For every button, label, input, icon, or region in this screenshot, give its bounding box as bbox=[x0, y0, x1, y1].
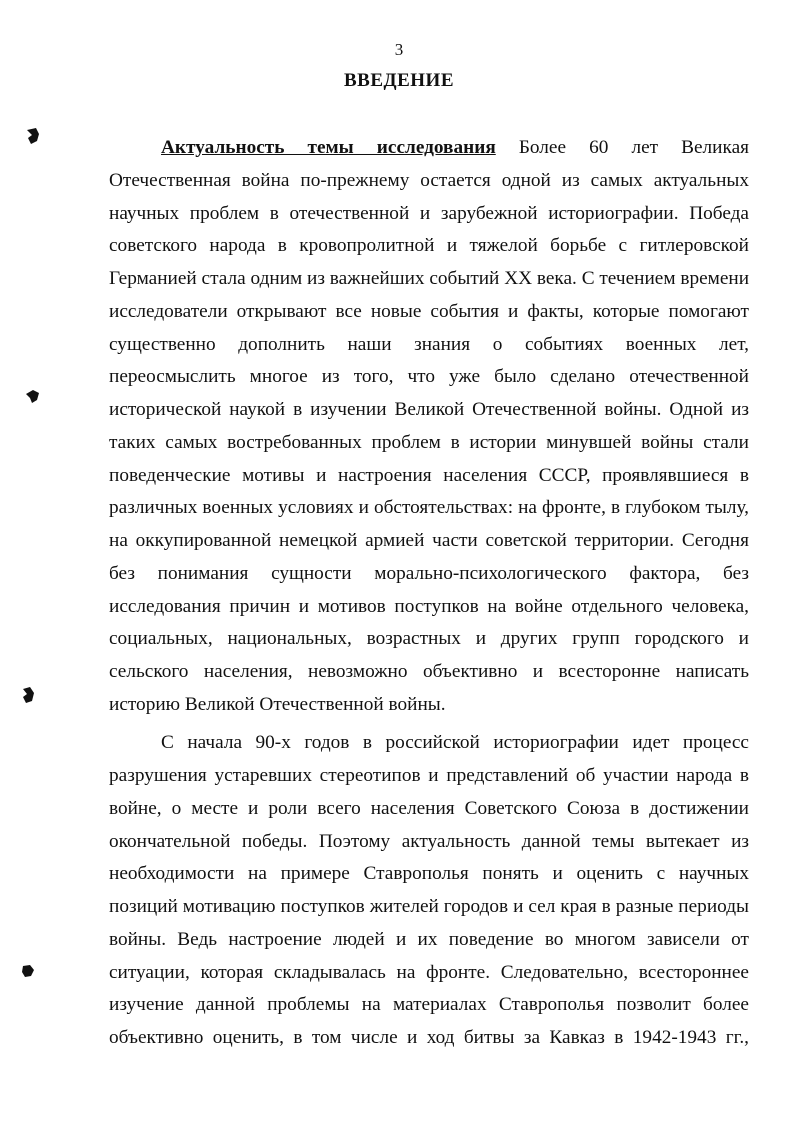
paragraph-1-first-line bbox=[161, 134, 749, 162]
text-line: переосмыслить многое из того, что уже было сделано отечественной bbox=[109, 366, 749, 387]
text-line: историю Великой Отечественной войны. bbox=[109, 694, 446, 715]
paragraph-2-first-line: С начала 90-х годов в российской историографии идет процесс bbox=[161, 732, 749, 753]
binding-hole-mark-4 bbox=[20, 963, 36, 979]
text-line: войны. Ведь настроение людей и их поведение во многом зависели от bbox=[109, 929, 749, 950]
text-line: на оккупированной немецкой армией части советской территории. Сегодня bbox=[109, 530, 749, 551]
text-line: окончательной победы. Поэтому актуальность данной темы вытекает из bbox=[109, 831, 749, 852]
text-line: исторической наукой в изучении Великой Отечественной войны. Одной из bbox=[109, 399, 749, 420]
text-line: научных проблем в отечественной и зарубежной историографии. Победа bbox=[109, 203, 749, 224]
text-line: объективно оценить, в том числе и ход битвы за Кавказ в 1942-1943 гг., bbox=[109, 1027, 749, 1048]
text-line: войне, о месте и роли всего населения Советского Союза в достижении bbox=[109, 798, 749, 819]
binding-hole-mark-2 bbox=[24, 388, 42, 406]
binding-hole-mark-1 bbox=[24, 126, 42, 146]
first-line-rest: Более 60 лет Великая bbox=[518, 137, 749, 158]
topic-label: Актуальность темы исследования bbox=[161, 137, 496, 158]
text-line: позиций мотивацию поступков жителей городов и сел края в разные периоды bbox=[109, 896, 749, 917]
text-line: советского народа в кровопролитной и тяжелой борьбе с гитлеровской bbox=[109, 235, 749, 256]
text-line: без понимания сущности морально-психологического фактора, без bbox=[109, 563, 749, 584]
text-line: необходимости на примере Ставрополья понять и оценить с научных bbox=[109, 863, 749, 884]
text-line: исследователи открывают все новые события и факты, которые помогают bbox=[109, 301, 749, 322]
text-line: изучение данной проблемы на материалах Ставрополья позволит более bbox=[109, 994, 749, 1015]
page-number: 3 bbox=[394, 40, 404, 59]
binding-hole-mark-3 bbox=[20, 686, 38, 706]
text-line: существенно дополнить наши знания о событиях военных лет, bbox=[109, 334, 749, 355]
text-line: различных военных условиях и обстоятельствах: на фронте, в глубоком тылу, bbox=[109, 497, 749, 518]
text-line: разрушения устаревших стереотипов и представлений об участии народа в bbox=[109, 765, 749, 786]
text-line: Отечественная война по-прежнему остается одной из самых актуальных bbox=[109, 170, 749, 191]
text-line: сельского населения, невозможно объективно и всесторонне написать bbox=[109, 661, 749, 682]
text-line: социальных, национальных, возрастных и других групп городского и bbox=[109, 628, 749, 649]
text-line: исследования причин и мотивов поступков на войне отдельного человека, bbox=[109, 596, 749, 617]
text-line: ситуации, которая складывалась на фронте. Следовательно, всестороннее bbox=[109, 962, 749, 983]
text-line: Германией стала одним из важнейших событий XX века. С течением времени bbox=[109, 268, 750, 289]
page-title: ВВЕДЕНИЕ bbox=[344, 70, 454, 91]
text-line: поведенческие мотивы и настроения населения СССР, проявлявшиеся в bbox=[109, 465, 749, 486]
text-line: таких самых востребованных проблем в истории минувшей войны стали bbox=[109, 432, 749, 453]
